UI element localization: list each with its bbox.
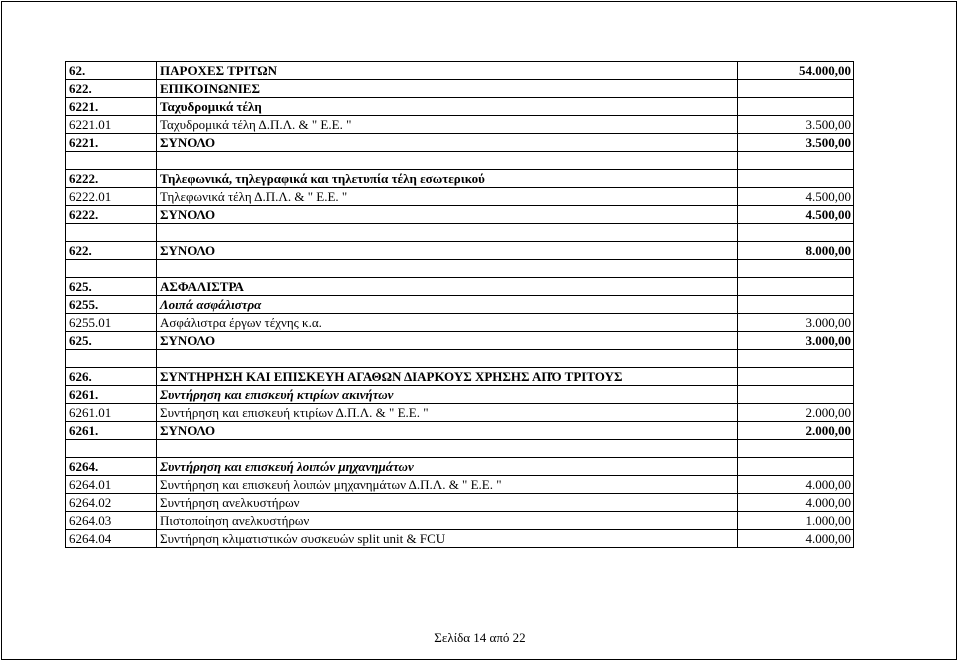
table-row xyxy=(66,242,854,260)
account-code: 6222. xyxy=(66,170,157,188)
spacer-row xyxy=(66,350,854,368)
empty-cell xyxy=(157,260,738,278)
account-description: ΑΣΦΑΛΙΣΤΡΑ xyxy=(157,278,738,296)
account-description: Συντήρηση και επισκευή λοιπών μηχανημάτων xyxy=(157,458,738,476)
empty-cell xyxy=(157,152,738,170)
spacer-row xyxy=(66,152,854,170)
account-code: 6222.01 xyxy=(66,188,157,206)
account-code: 622. xyxy=(66,242,157,260)
amount: 8.000,00 xyxy=(738,242,854,260)
account-description: ΣΥΝΟΛΟ xyxy=(157,422,738,440)
account-code: 62. xyxy=(66,62,157,80)
table-row xyxy=(66,530,854,548)
account-code: 6264. xyxy=(66,458,157,476)
account-code: 6221. xyxy=(66,98,157,116)
account-code: 6261.01 xyxy=(66,404,157,422)
amount: 3.000,00 xyxy=(738,314,854,332)
page-number: Σελίδα 14 από 22 xyxy=(434,630,526,645)
account-code: 625. xyxy=(66,332,157,350)
account-description: Συντήρηση και επισκευή κτιρίων ακινήτων xyxy=(157,386,738,404)
account-description: Συντήρηση και επισκευή κτιρίων Δ.Π.Λ. & " Ε.Ε. " xyxy=(157,404,738,422)
empty-cell xyxy=(157,350,738,368)
table-row xyxy=(66,80,854,98)
account-description: Πιστοποίηση ανελκυστήρων xyxy=(157,512,738,530)
table-row xyxy=(66,278,854,296)
empty-cell xyxy=(157,224,738,242)
account-description: Τηλεφωνικά, τηλεγραφικά και τηλετυπία τέλη εσωτερικού xyxy=(157,170,738,188)
account-code: 6255. xyxy=(66,296,157,314)
amount: 2.000,00 xyxy=(738,422,854,440)
amount: 4.500,00 xyxy=(738,206,854,224)
table-row xyxy=(66,458,854,476)
table-row xyxy=(66,314,854,332)
empty-cell xyxy=(157,440,738,458)
empty-cell xyxy=(738,440,854,458)
account-code: 6222. xyxy=(66,206,157,224)
account-description: ΣΥΝΟΛΟ xyxy=(157,206,738,224)
account-code: 6264.01 xyxy=(66,476,157,494)
empty-cell xyxy=(66,350,157,368)
account-description: Συντήρηση και επισκευή λοιπών μηχανημάτων Δ.Π.Λ. & " Ε.Ε. " xyxy=(157,476,738,494)
table-row xyxy=(66,422,854,440)
spacer-row xyxy=(66,440,854,458)
amount xyxy=(738,278,854,296)
empty-cell xyxy=(738,152,854,170)
account-description: Ταχυδρομικά τέλη Δ.Π.Λ. & " Ε.Ε. " xyxy=(157,116,738,134)
table-row xyxy=(66,476,854,494)
account-code: 6261. xyxy=(66,386,157,404)
table-row xyxy=(66,62,854,80)
empty-cell xyxy=(66,440,157,458)
table-row xyxy=(66,134,854,152)
amount: 3.500,00 xyxy=(738,134,854,152)
amount: 54.000,00 xyxy=(738,62,854,80)
account-description: ΣΥΝΟΛΟ xyxy=(157,242,738,260)
budget-table xyxy=(65,61,854,548)
table-row xyxy=(66,170,854,188)
amount: 3.000,00 xyxy=(738,332,854,350)
account-code: 6221.01 xyxy=(66,116,157,134)
amount xyxy=(738,170,854,188)
account-code: 6255.01 xyxy=(66,314,157,332)
empty-cell xyxy=(66,260,157,278)
table-row xyxy=(66,188,854,206)
account-description: Συντήρηση ανελκυστήρων xyxy=(157,494,738,512)
table-row xyxy=(66,332,854,350)
amount: 2.000,00 xyxy=(738,404,854,422)
table-row xyxy=(66,116,854,134)
account-description: Ασφάλιστρα έργων τέχνης κ.α. xyxy=(157,314,738,332)
amount: 4.000,00 xyxy=(738,476,854,494)
account-code: 6221. xyxy=(66,134,157,152)
account-code: 6261. xyxy=(66,422,157,440)
table-row xyxy=(66,404,854,422)
table-row xyxy=(66,296,854,314)
amount xyxy=(738,98,854,116)
amount xyxy=(738,386,854,404)
account-code: 6264.03 xyxy=(66,512,157,530)
account-description: ΕΠΙΚΟΙΝΩΝΙΕΣ xyxy=(157,80,738,98)
account-description: ΣΥΝΟΛΟ xyxy=(157,134,738,152)
empty-cell xyxy=(738,260,854,278)
table-row xyxy=(66,98,854,116)
table-row xyxy=(66,512,854,530)
account-code: 625. xyxy=(66,278,157,296)
account-code: 622. xyxy=(66,80,157,98)
table-row xyxy=(66,368,854,386)
empty-cell xyxy=(738,224,854,242)
amount xyxy=(738,368,854,386)
amount: 4.000,00 xyxy=(738,530,854,548)
table-row xyxy=(66,494,854,512)
spacer-row xyxy=(66,224,854,242)
account-description: ΣΥΝΟΛΟ xyxy=(157,332,738,350)
table-row xyxy=(66,386,854,404)
amount xyxy=(738,80,854,98)
table-row xyxy=(66,206,854,224)
empty-cell xyxy=(66,224,157,242)
account-description: ΠΑΡΟΧΕΣ ΤΡΙΤΩΝ xyxy=(157,62,738,80)
empty-cell xyxy=(66,152,157,170)
budget-table-body xyxy=(66,62,854,548)
spacer-row xyxy=(66,260,854,278)
account-description: Τηλεφωνικά τέλη Δ.Π.Λ. & " Ε.Ε. " xyxy=(157,188,738,206)
amount: 4.500,00 xyxy=(738,188,854,206)
account-description: Λοιπά ασφάλιστρα xyxy=(157,296,738,314)
empty-cell xyxy=(738,350,854,368)
amount: 1.000,00 xyxy=(738,512,854,530)
amount xyxy=(738,458,854,476)
amount xyxy=(738,296,854,314)
amount: 4.000,00 xyxy=(738,494,854,512)
account-description: Συντήρηση κλιματιστικών συσκευών split unit & FCU xyxy=(157,530,738,548)
account-description: ΣΥΝΤΗΡΗΣΗ ΚΑΙ ΕΠΙΣΚΕΥΗ ΑΓΑΘΩΝ ΔΙΑΡΚΟΥΣ ΧΡΗΣΗΣ ΑΠΌ ΤΡΙΤΟΥΣ xyxy=(157,368,738,386)
account-description: Ταχυδρομικά τέλη xyxy=(157,98,738,116)
account-code: 6264.02 xyxy=(66,494,157,512)
account-code: 6264.04 xyxy=(66,530,157,548)
account-code: 626. xyxy=(66,368,157,386)
amount: 3.500,00 xyxy=(738,116,854,134)
